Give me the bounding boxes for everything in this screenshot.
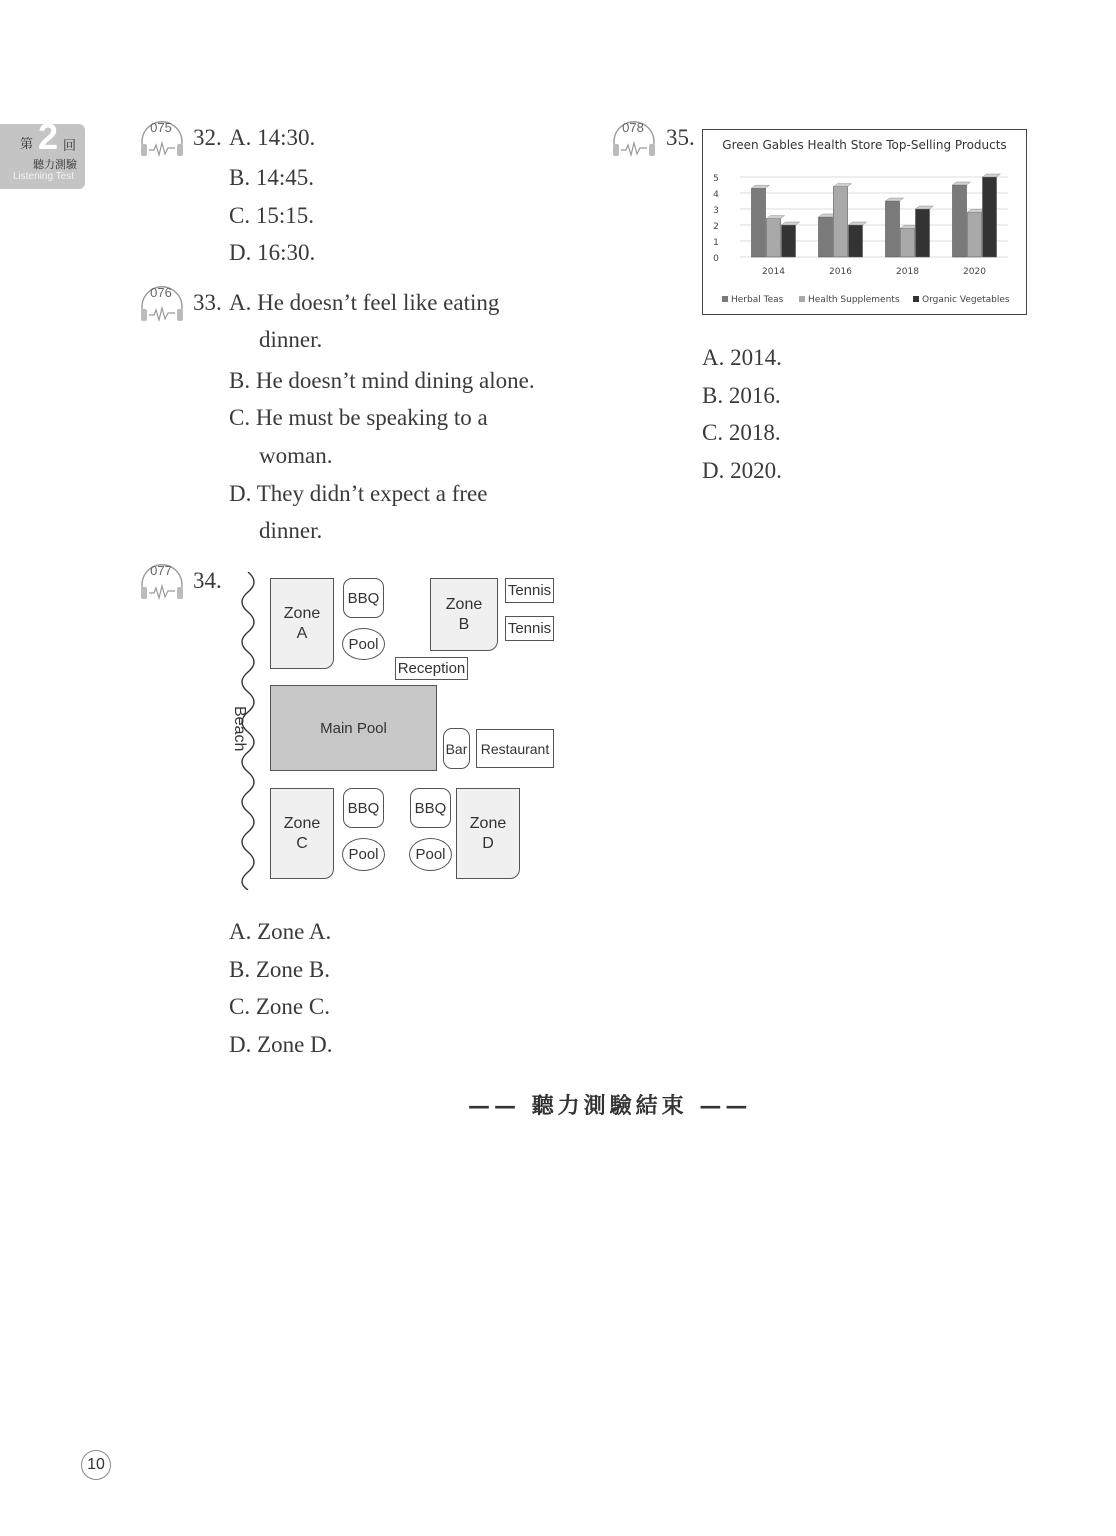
option-c: C. Zone C.: [229, 994, 330, 1019]
option-c: C. 15:15.: [229, 203, 314, 228]
tab-english-label: Listening Test: [13, 171, 74, 182]
y-tick-label: 5: [713, 174, 719, 184]
bbq-area: BBQ: [343, 788, 384, 828]
option-b: B. Zone B.: [229, 957, 330, 982]
bar-top: [886, 198, 904, 201]
bar: [916, 209, 930, 257]
bar-top: [767, 216, 785, 219]
tab-round-number: 2: [38, 116, 59, 157]
option-d: D. 16:30.: [229, 240, 316, 265]
bar: [901, 228, 915, 257]
question-number: 34.: [193, 568, 222, 593]
option-a-continued: dinner.: [259, 327, 323, 352]
option-a: A. 2014.: [702, 345, 782, 370]
beach-label: Beach: [231, 706, 248, 752]
bar: [953, 185, 967, 257]
bar: [767, 219, 781, 257]
tab-di-label: 第: [20, 137, 34, 152]
bar: [983, 177, 997, 257]
x-tick-label: 2016: [829, 267, 852, 277]
restaurant: Restaurant: [476, 729, 554, 768]
bar: [886, 201, 900, 257]
option-b: B. 2016.: [702, 383, 781, 408]
legend-label: Health Supplements: [808, 295, 900, 305]
reception: Reception: [395, 657, 468, 680]
tab-hui-label: 回: [63, 139, 77, 154]
track-number: 078: [622, 120, 644, 135]
bar: [782, 225, 796, 257]
option-c: C. 2018.: [702, 420, 781, 445]
audio-track-icon: [612, 118, 658, 162]
audio-track-icon: [140, 283, 186, 327]
main-pool: Main Pool: [270, 685, 437, 771]
zone-a: Zone A: [270, 578, 334, 669]
option-a: A. 14:30.: [229, 125, 316, 150]
pool-area: Pool: [409, 838, 452, 871]
audio-track-icon: [140, 118, 186, 162]
section-end-label: —— 聽力測驗結束 ——: [468, 1093, 752, 1119]
option-c-continued: woman.: [259, 443, 333, 468]
track-number: 076: [150, 285, 172, 300]
option-d: D. 2020.: [702, 458, 782, 483]
legend-label: Herbal Teas: [731, 295, 784, 305]
question-number: 35.: [666, 125, 695, 150]
tennis-court: Tennis: [505, 578, 554, 603]
bar: [752, 188, 766, 257]
bar-top: [752, 185, 770, 188]
page-number: 10: [81, 1450, 111, 1480]
question-number: 32.: [193, 125, 222, 150]
option-d: D. Zone D.: [229, 1032, 333, 1057]
option-c: C. He must be speaking to a: [229, 405, 488, 430]
zone-b: Zone B: [430, 578, 498, 651]
y-tick-label: 2: [713, 222, 719, 232]
bar: [968, 212, 982, 257]
option-a: A. Zone A.: [229, 919, 332, 944]
bar-top: [834, 184, 852, 187]
track-number: 075: [150, 120, 172, 135]
option-b: B. He doesn’t mind dining alone.: [229, 368, 535, 393]
tennis-court: Tennis: [505, 616, 554, 641]
x-tick-label: 2020: [963, 267, 986, 277]
y-tick-label: 4: [713, 190, 719, 200]
bbq-area: BBQ: [343, 578, 384, 618]
pool-area: Pool: [342, 628, 385, 660]
option-d-continued: dinner.: [259, 518, 323, 543]
bar-chart: [702, 129, 1027, 315]
x-tick-label: 2014: [762, 267, 785, 277]
chart-title: Green Gables Health Store Top-Selling Products: [722, 138, 1007, 152]
bar: Bar: [443, 728, 470, 769]
pool-area: Pool: [342, 838, 385, 871]
legend-swatch: [799, 296, 805, 302]
bbq-area: BBQ: [410, 788, 451, 828]
legend-swatch: [913, 296, 919, 302]
bar: [834, 187, 848, 257]
zone-d: Zone D: [456, 788, 520, 879]
tab-chinese-label: 聽力測驗: [33, 158, 77, 171]
y-tick-label: 0: [713, 254, 719, 264]
option-b: B. 14:45.: [229, 165, 314, 190]
track-number: 077: [150, 563, 172, 578]
audio-track-icon: [140, 561, 186, 605]
bar: [819, 217, 833, 257]
bar-top: [953, 182, 971, 185]
option-d: D. They didn’t expect a free: [229, 481, 488, 506]
y-tick-label: 1: [713, 238, 719, 248]
legend-label: Organic Vegetables: [922, 295, 1010, 305]
bar: [849, 225, 863, 257]
legend-swatch: [722, 296, 728, 302]
x-tick-label: 2018: [896, 267, 919, 277]
zone-c: Zone C: [270, 788, 334, 879]
y-tick-label: 3: [713, 206, 719, 216]
option-a: A. He doesn’t feel like eating: [229, 290, 500, 315]
question-number: 33.: [193, 290, 222, 315]
